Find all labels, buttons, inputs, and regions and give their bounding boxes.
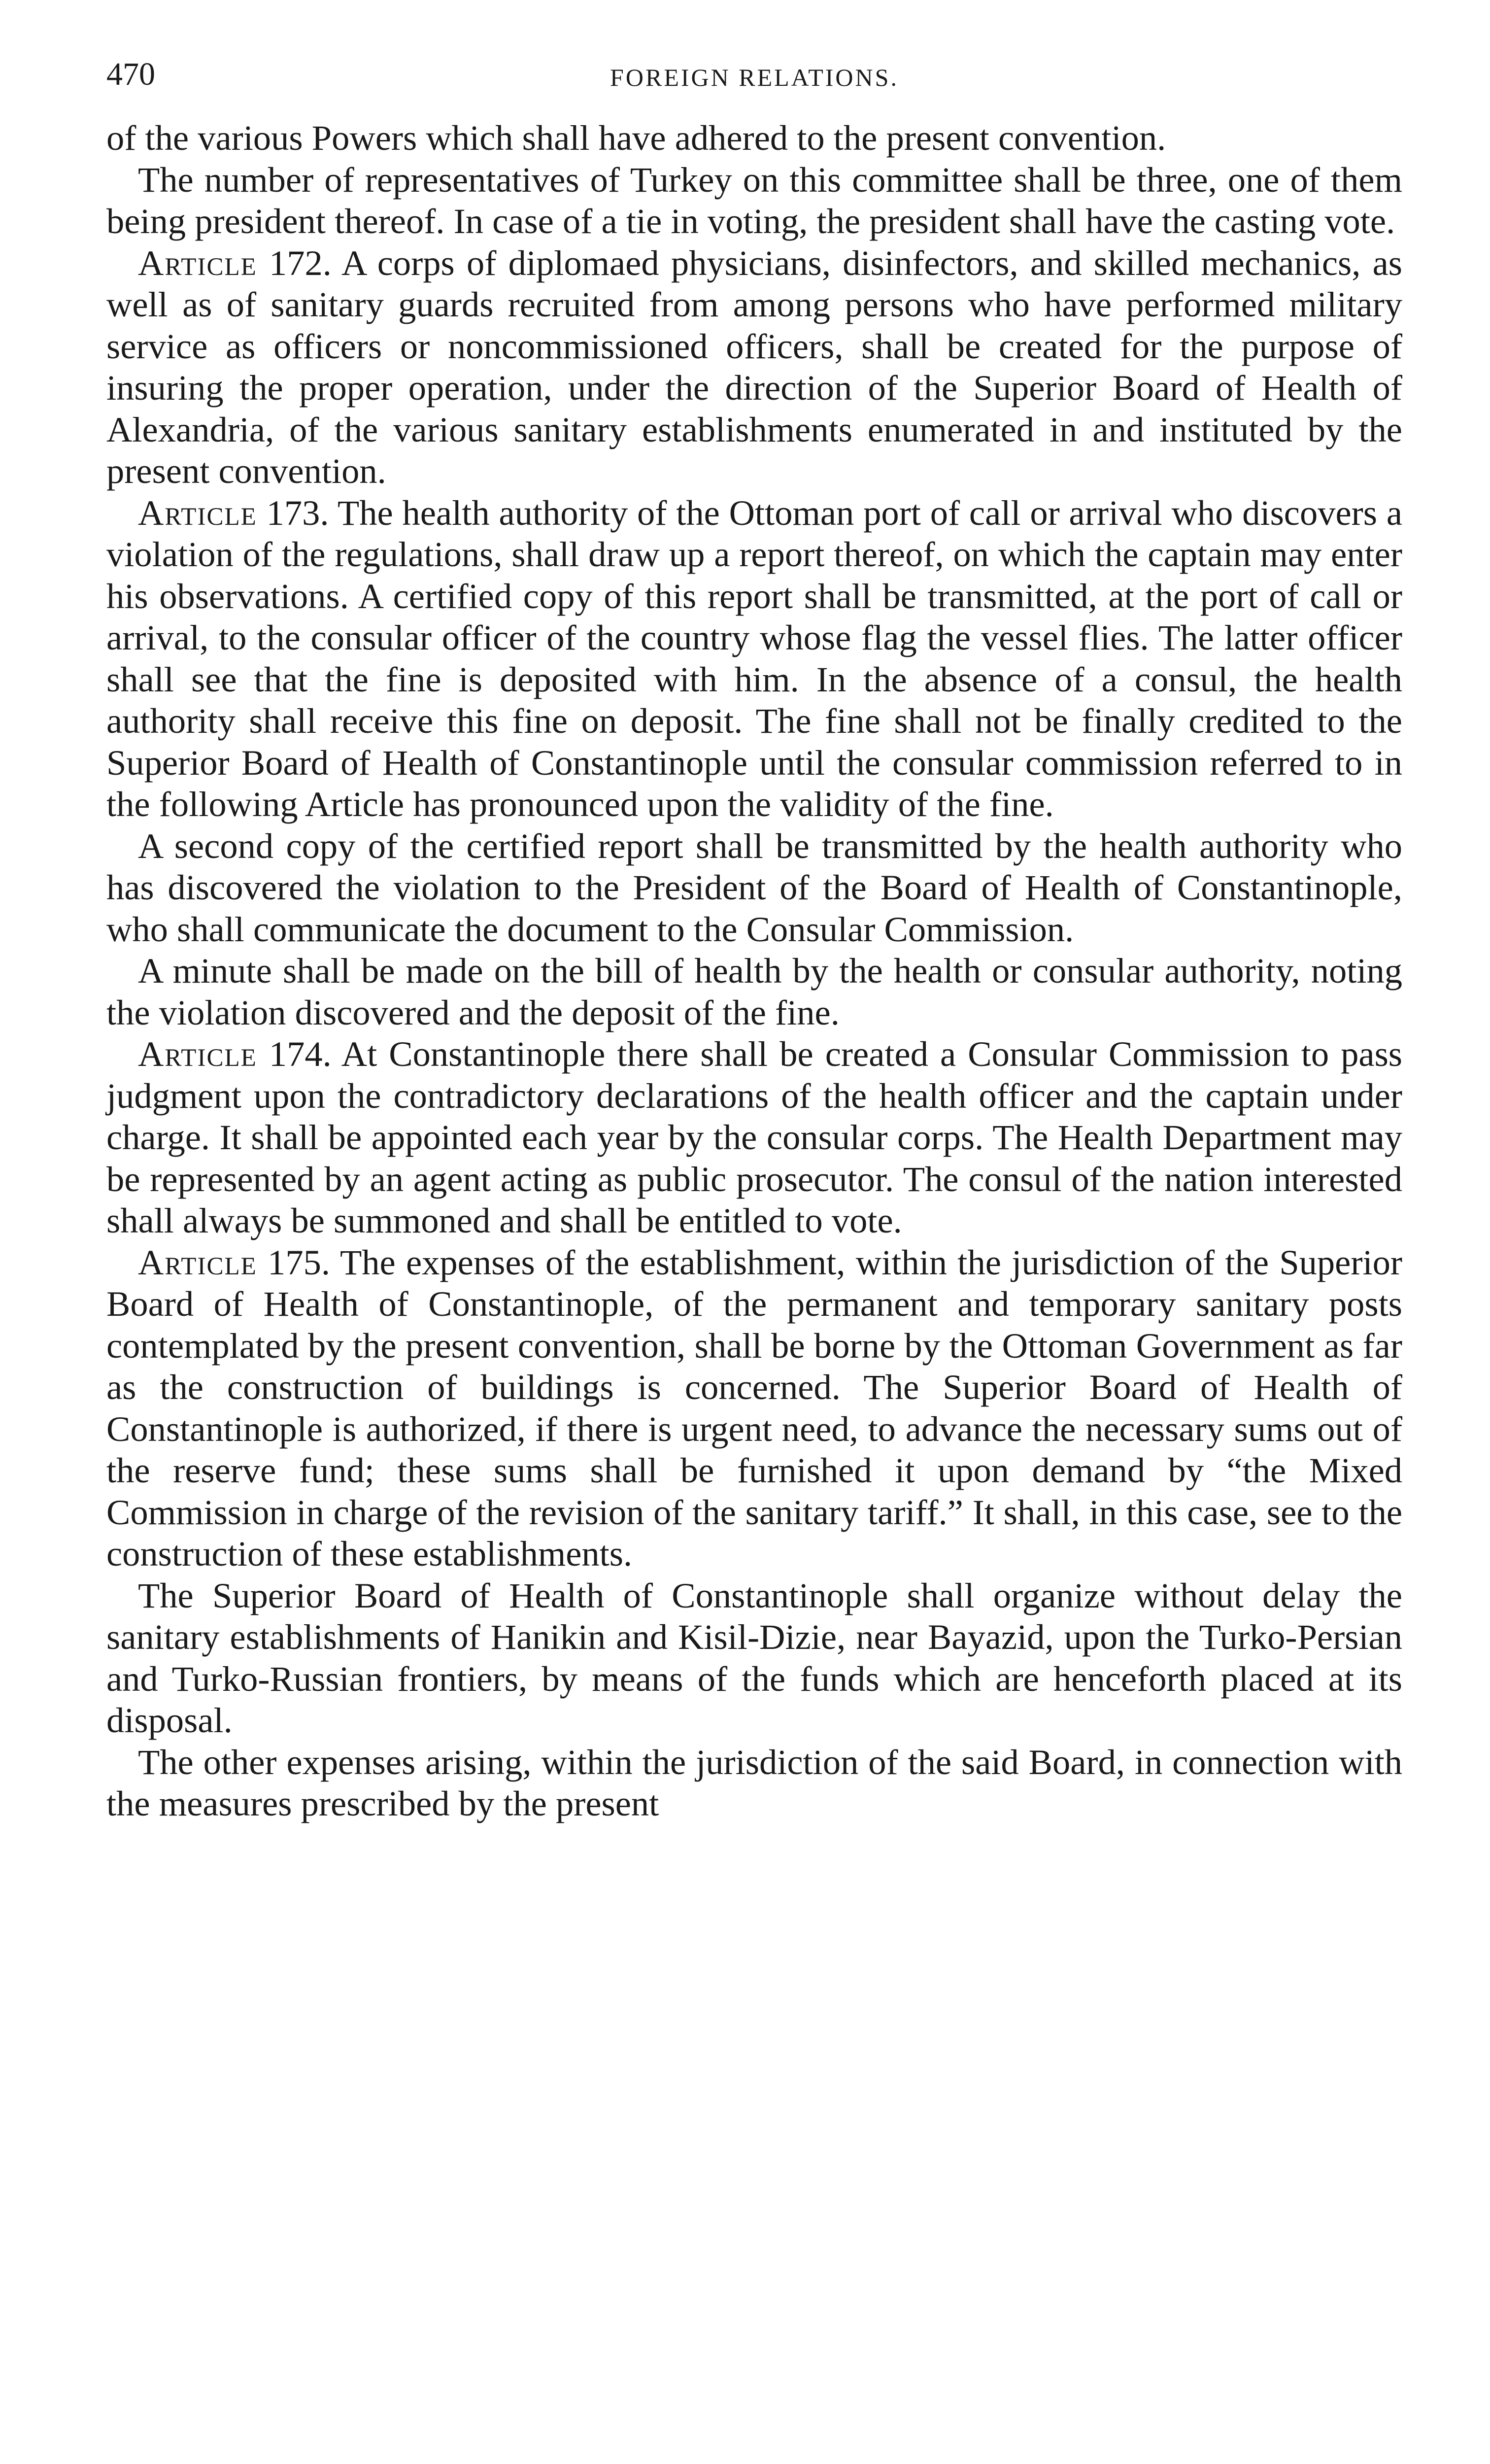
article-paragraph <box>106 242 1402 492</box>
paragraph-text: The number of representatives of Turkey on this committee shall be three, one of them being president thereof. In case of a tie in voting, the president shall have the casting vote. <box>106 159 1402 241</box>
article-label: Article <box>138 492 257 533</box>
article-label: Article <box>138 1242 257 1282</box>
paragraph-text: 172. A corps of diplomaed physicians, disinfectors, and skilled mechanics, as well as of sanitary guards recruited from among persons who have performed military service as officers or noncommissioned officers, shall be created for the purpose of insuring the proper operation, under the direction of the Superior Board of Health of Alexandria, of the various sanitary establishments enumerated in and instituted by the present convention. <box>106 242 1402 491</box>
paragraph <box>106 950 1402 1033</box>
paragraph-text: The Superior Board of Health of Constantinople shall organize without delay the sanitary establishments of Hanikin and Kisil-Dizie, near Bayazid, upon the Turko-Persian and Turko-Russian frontiers, by means of the funds which are henceforth placed at its disposal. <box>106 1575 1402 1740</box>
body-text <box>106 117 1402 1825</box>
paragraph-text: 175. The expenses of the establishment, within the jurisdiction of the Superior Board of Health of Constantinople, of the permanent and temporary sanitary posts contemplated by the present convention, shall be borne by the Ottoman Government as far as the construction of buildings is concerned. The Superior Board of Health of Constantinople is authorized, if there is urgent need, to advance the necessary sums out of the reserve fund; these sums shall be furnished it upon demand by “the Mixed Commission in charge of the revision of the sanitary tariff.” It shall, in this case, see to the construction of these establishments. <box>106 1242 1403 1574</box>
article-paragraph <box>106 492 1402 825</box>
paragraph <box>106 1742 1402 1825</box>
paragraph-text: A second copy of the certified report shall be transmitted by the health authority who has discovered the violation to the President of the Board of Health of Constantinople, who shall communicate the document to the Consular Commission. <box>106 825 1402 949</box>
paragraph <box>106 1575 1402 1742</box>
article-label: Article <box>138 242 257 283</box>
paragraph-text: A minute shall be made on the bill of health by the health or consular authority, noting the violation discovered and the deposit of the fine. <box>106 951 1402 1032</box>
paragraph-text: 173. The health authority of the Ottoman port of call or arrival who discovers a violation of the regulations, shall draw up a report thereof, on which the captain may enter his observations. A certified copy of this report shall be transmitted, at the port of call or arrival, to the consular officer of the country whose flag the vessel flies. The latter officer shall see that the fine is deposited with him. In the absence of a consul, the health authority shall receive this fine on deposit. The fine shall not be finally credited to the Superior Board of Health of Constantinople until the consular commission referred to in the following Article has pronounced upon the validity of the fine. <box>106 492 1403 824</box>
page-header <box>106 58 1402 117</box>
paragraph <box>106 117 1402 159</box>
paragraph-text: The other expenses arising, within the jurisdiction of the said Board, in connection with the measures prescribed by the present <box>106 1742 1402 1823</box>
paragraph <box>106 825 1402 951</box>
paragraph-text: 174. At Constantinople there shall be created a Consular Commission to pass judgment upon the contradictory declarations of the health officer and the captain under charge. It shall be appointed each year by the consular corps. The Health Department may be represented by an agent acting as public prosecutor. The consul of the nation interested shall always be summoned and shall be entitled to vote. <box>106 1034 1403 1240</box>
document-page <box>106 58 1402 1825</box>
article-paragraph <box>106 1033 1402 1242</box>
article-label: Article <box>138 1034 257 1074</box>
page-number: 470 <box>106 56 155 92</box>
article-paragraph <box>106 1242 1402 1575</box>
paragraph-text: of the various Powers which shall have adhered to the present convention. <box>106 118 1166 158</box>
running-title: FOREIGN RELATIONS. <box>610 64 899 91</box>
paragraph <box>106 159 1402 242</box>
